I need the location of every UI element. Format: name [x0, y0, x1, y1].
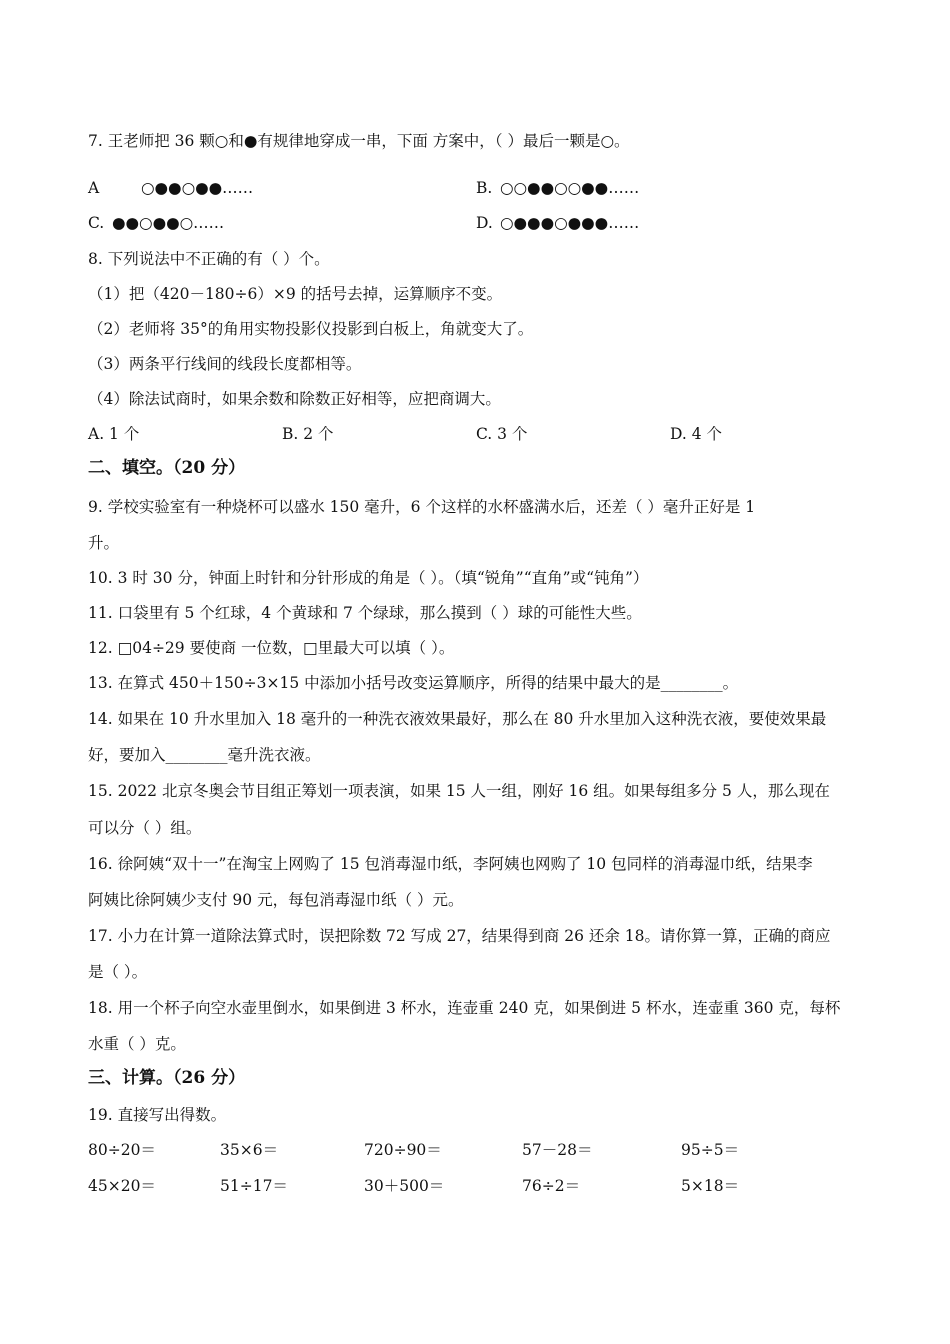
q8-item-2: （2）老师将 35°的角用实物投影仪投影到白板上，角就变大了。	[88, 320, 534, 338]
q14-line-2: 好，要加入________毫升洗衣液。	[88, 746, 321, 764]
q8-item-4: （4）除法试商时，如果余数和除数正好相等，应把商调大。	[88, 390, 501, 408]
calc-r2-c1: 45×20＝	[88, 1177, 156, 1195]
calc-r2-c5: 5×18＝	[681, 1177, 740, 1195]
q8-choice-a: A. 1 个	[88, 425, 140, 443]
q12-line: 12. □04÷29 要使商 一位数，□里最大可以填（ ）。	[88, 639, 455, 657]
q7-option-c-pattern: ●●○●●○……	[112, 214, 225, 232]
q15-line-2: 可以分（ ）组。	[88, 819, 202, 837]
q7-stem: 7. 王老师把 36 颗○和●有规律地穿成一串，下面 方案中，（ ）最后一颗是○。	[88, 132, 630, 150]
q16-line-1: 16. 徐阿姨“双十一”在淘宝上网购了 15 包消毒湿巾纸，李阿姨也网购了 10 包同样的消毒湿巾纸，结果李	[88, 855, 813, 873]
q8-choice-b: B. 2 个	[282, 425, 334, 443]
q7-option-b-label: B.	[476, 179, 493, 197]
q8-item-1: （1）把（420－180÷6）×9 的括号去掉，运算顺序不变。	[88, 285, 503, 303]
q14-line-1: 14. 如果在 10 升水里加入 18 毫升的一种洗衣液效果最好，那么在 80 升水里加入这种洗衣液，要使效果最	[88, 710, 827, 728]
calc-r1-c4: 57－28＝	[522, 1141, 593, 1159]
q18-line-1: 18. 用一个杯子向空水壶里倒水，如果倒进 3 杯水，连壶重 240 克，如果倒进 5 杯水，连壶重 360 克，每杯	[88, 999, 841, 1017]
q16-line-2: 阿姨比徐阿姨少支付 90 元，每包消毒湿巾纸（ ）元。	[88, 891, 464, 909]
q11-line: 11. 口袋里有 5 个红球，4 个黄球和 7 个绿球，那么摸到（ ）球的可能性大些。	[88, 604, 642, 622]
q9-line-1: 9. 学校实验室有一种烧杯可以盛水 150 毫升，6 个这样的水杯盛满水后，还差（ ）毫升正好是 1	[88, 498, 756, 516]
q7-option-b-pattern: ○○●●○○●●……	[500, 179, 640, 197]
calc-r1-c2: 35×6＝	[220, 1141, 279, 1159]
calc-r2-c4: 76÷2＝	[522, 1177, 581, 1195]
q8-choice-d: D. 4 个	[670, 425, 723, 443]
section3-title: 三、计算。（26 分）	[88, 1068, 246, 1088]
q9-line-2: 升。	[88, 534, 120, 552]
q7-option-a-label: A	[88, 179, 100, 197]
calc-r1-c1: 80÷20＝	[88, 1141, 156, 1159]
q15-line-1: 15. 2022 北京冬奥会节目组正筹划一项表演，如果 15 人一组，刚好 16 组。如果每组多分 5 人，那么现在	[88, 782, 830, 800]
q19-stem: 19. 直接写出得数。	[88, 1106, 227, 1124]
calc-r1-c5: 95÷5＝	[681, 1141, 740, 1159]
q17-line-2: 是（ ）。	[88, 963, 148, 981]
q7-option-a-pattern: ○●●○●●……	[141, 179, 254, 197]
q18-line-2: 水重（ ）克。	[88, 1035, 186, 1053]
q8-choice-c: C. 3 个	[476, 425, 528, 443]
q7-option-d-label: D.	[476, 214, 493, 232]
q10-line: 10. 3 时 30 分，钟面上时针和分针形成的角是（ ）。（填“锐角”“直角”或“钝角”）	[88, 569, 649, 587]
section2-title: 二、填空。（20 分）	[88, 458, 246, 478]
calc-r1-c3: 720÷90＝	[364, 1141, 442, 1159]
q17-line-1: 17. 小力在计算一道除法算式时，误把除数 72 写成 27，结果得到商 26 还余 18。请你算一算，正确的商应	[88, 927, 831, 945]
q13-line: 13. 在算式 450＋150÷3×15 中添加小括号改变运算顺序，所得的结果中最大的是________。	[88, 674, 739, 692]
q7-option-d-pattern: ○●●●○●●●……	[500, 214, 640, 232]
calc-r2-c2: 51÷17＝	[220, 1177, 288, 1195]
q7-option-c-label: C.	[88, 214, 105, 232]
q8-item-3: （3）两条平行线间的线段长度都相等。	[88, 355, 362, 373]
q8-stem: 8. 下列说法中不正确的有（ ）个。	[88, 250, 330, 268]
calc-r2-c3: 30＋500＝	[364, 1177, 445, 1195]
